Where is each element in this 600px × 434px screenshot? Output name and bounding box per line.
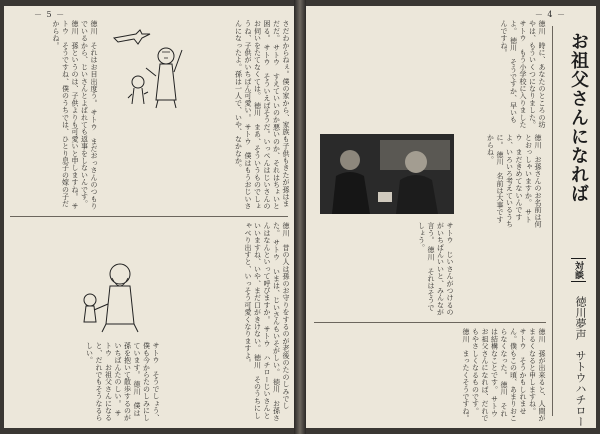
dialogue-line: 徳川 昔の人は孫のお守りをするのが老後のたのしみでした。 xyxy=(272,222,290,410)
airplane-illustration xyxy=(100,22,190,110)
dialogue-line: 徳川 お孫さんはなんといって呼びますか。 xyxy=(263,222,281,422)
dialogue-line: 徳川 孫が出来ると、人間がまるくなると申しますね。 xyxy=(528,328,546,422)
dialogue-line: サトウ そうかもしれません。僕もこの頃、あまりおこらなくなった。 xyxy=(500,328,527,422)
dialogue-line: 徳川 そうですか、早いもんですね。 xyxy=(500,20,518,124)
dialogue-line: サトウ そういえばそうだ。いっぺんはじいさんのお伺いをたてなくては。 xyxy=(253,20,271,210)
dialogue-line: サトウ そうでしょう、僕も今からたのしみにしています。 xyxy=(133,342,160,422)
title-column-rule xyxy=(552,26,553,416)
right-text-bottom xyxy=(314,328,546,424)
left-page-number: － 5 － xyxy=(34,10,66,19)
right-page-number: － 4 － xyxy=(534,10,566,19)
book-gutter xyxy=(294,0,306,434)
interview-photograph xyxy=(320,134,454,214)
dialogue-line: 徳川 それはそうでしょう。 xyxy=(417,222,435,311)
dialogue-line: サトウ お祖父さんになると、だれでもそうなるらしい。 xyxy=(85,342,122,422)
dialogue-line: 徳川 まあ、そういうものでしょうね、子供がいちばん可愛い。 xyxy=(244,20,262,210)
left-text-bottom-right xyxy=(160,222,290,422)
dialogue-line: サトウ いまは、じいさんもいそがしい。 xyxy=(272,238,281,376)
dialogue-line: サトウ もう小学校に入りましたよ。 xyxy=(509,20,527,128)
right-text-mid-lower xyxy=(316,222,454,318)
left-text-bottom-left xyxy=(10,342,160,422)
dialogue-line: 徳川 まったくそうですね。 xyxy=(462,328,470,422)
dialogue-line: 徳川 名前は大事ですからね。 xyxy=(486,134,504,223)
grandfather-child-illustration xyxy=(76,254,146,334)
left-text-top-left xyxy=(10,20,98,210)
dialogue-line: 徳川 そのうちにしゃべり出すと、いっそう可愛くなりますよ。 xyxy=(244,222,262,419)
dialogue-line: サトウ ハチローじいさんといいますね、いや、まだ口がきけない。 xyxy=(253,222,271,419)
dialogue-line: サトウ まだおっさんのつもりでいるから、じいさんとよばれても返事をしないんです。 xyxy=(80,20,98,210)
author-tokugawa: 徳川夢声 xyxy=(574,296,587,340)
right-page xyxy=(306,6,596,428)
dialogue-line: 徳川 それはお目出度う。 xyxy=(90,20,98,107)
dialogue-line: 徳川 それは結構なことです。 xyxy=(490,328,508,417)
dialogue-line: 徳川 時に、あなたのところの坊やは、もういくつになりました。 xyxy=(528,20,546,128)
dialogue-line: 徳川 お孫さんのお名前は何とおっしゃいますか。 xyxy=(524,134,542,228)
right-text-mid xyxy=(458,134,542,230)
right-text-top xyxy=(314,20,546,130)
left-section-rule xyxy=(10,216,288,217)
dialogue-line: サトウ すえていいのか悪いのか、それはちょいと困る。 xyxy=(263,20,281,210)
taidan-label: 対談 xyxy=(571,258,586,282)
author-sato: サトウハチロー xyxy=(574,350,587,427)
dialogue-line: 徳川 孫というのは、子供よりも可愛いと申しますね。 xyxy=(71,20,79,200)
left-page xyxy=(4,6,294,428)
dialogue-line: サトウ まだきめてないんですよ、いろいろ考えているうちに。 xyxy=(496,134,533,228)
left-text-top-right xyxy=(180,20,290,210)
article-title: お祖父さんになれば xyxy=(568,32,589,203)
dialogue-line: サトウ お祖父さんになれば、だれでもやさしくなるものです。 xyxy=(471,328,499,424)
dialogue-line: サトウ そうですね、僕のうちでは、ひとり息子の嫁の子だからね。 xyxy=(52,20,79,210)
dialogue-line: 徳川 僕は孫を抱いて散歩するのがいちばんたのしい。 xyxy=(114,342,141,422)
dialogue-line: さだわからねぇ。僕の家から、家族も子供もきたが孫はまだだ。 xyxy=(272,20,290,208)
right-section-rule xyxy=(314,322,546,323)
dialogue-line: サトウ じいさんがつけるのがいちばんいいと、みんなが言う。 xyxy=(427,222,454,316)
dialogue-line: サトウ 僕はもうおじいさんになったよ。孫は一人で、いや、なかなか。 xyxy=(234,20,252,210)
